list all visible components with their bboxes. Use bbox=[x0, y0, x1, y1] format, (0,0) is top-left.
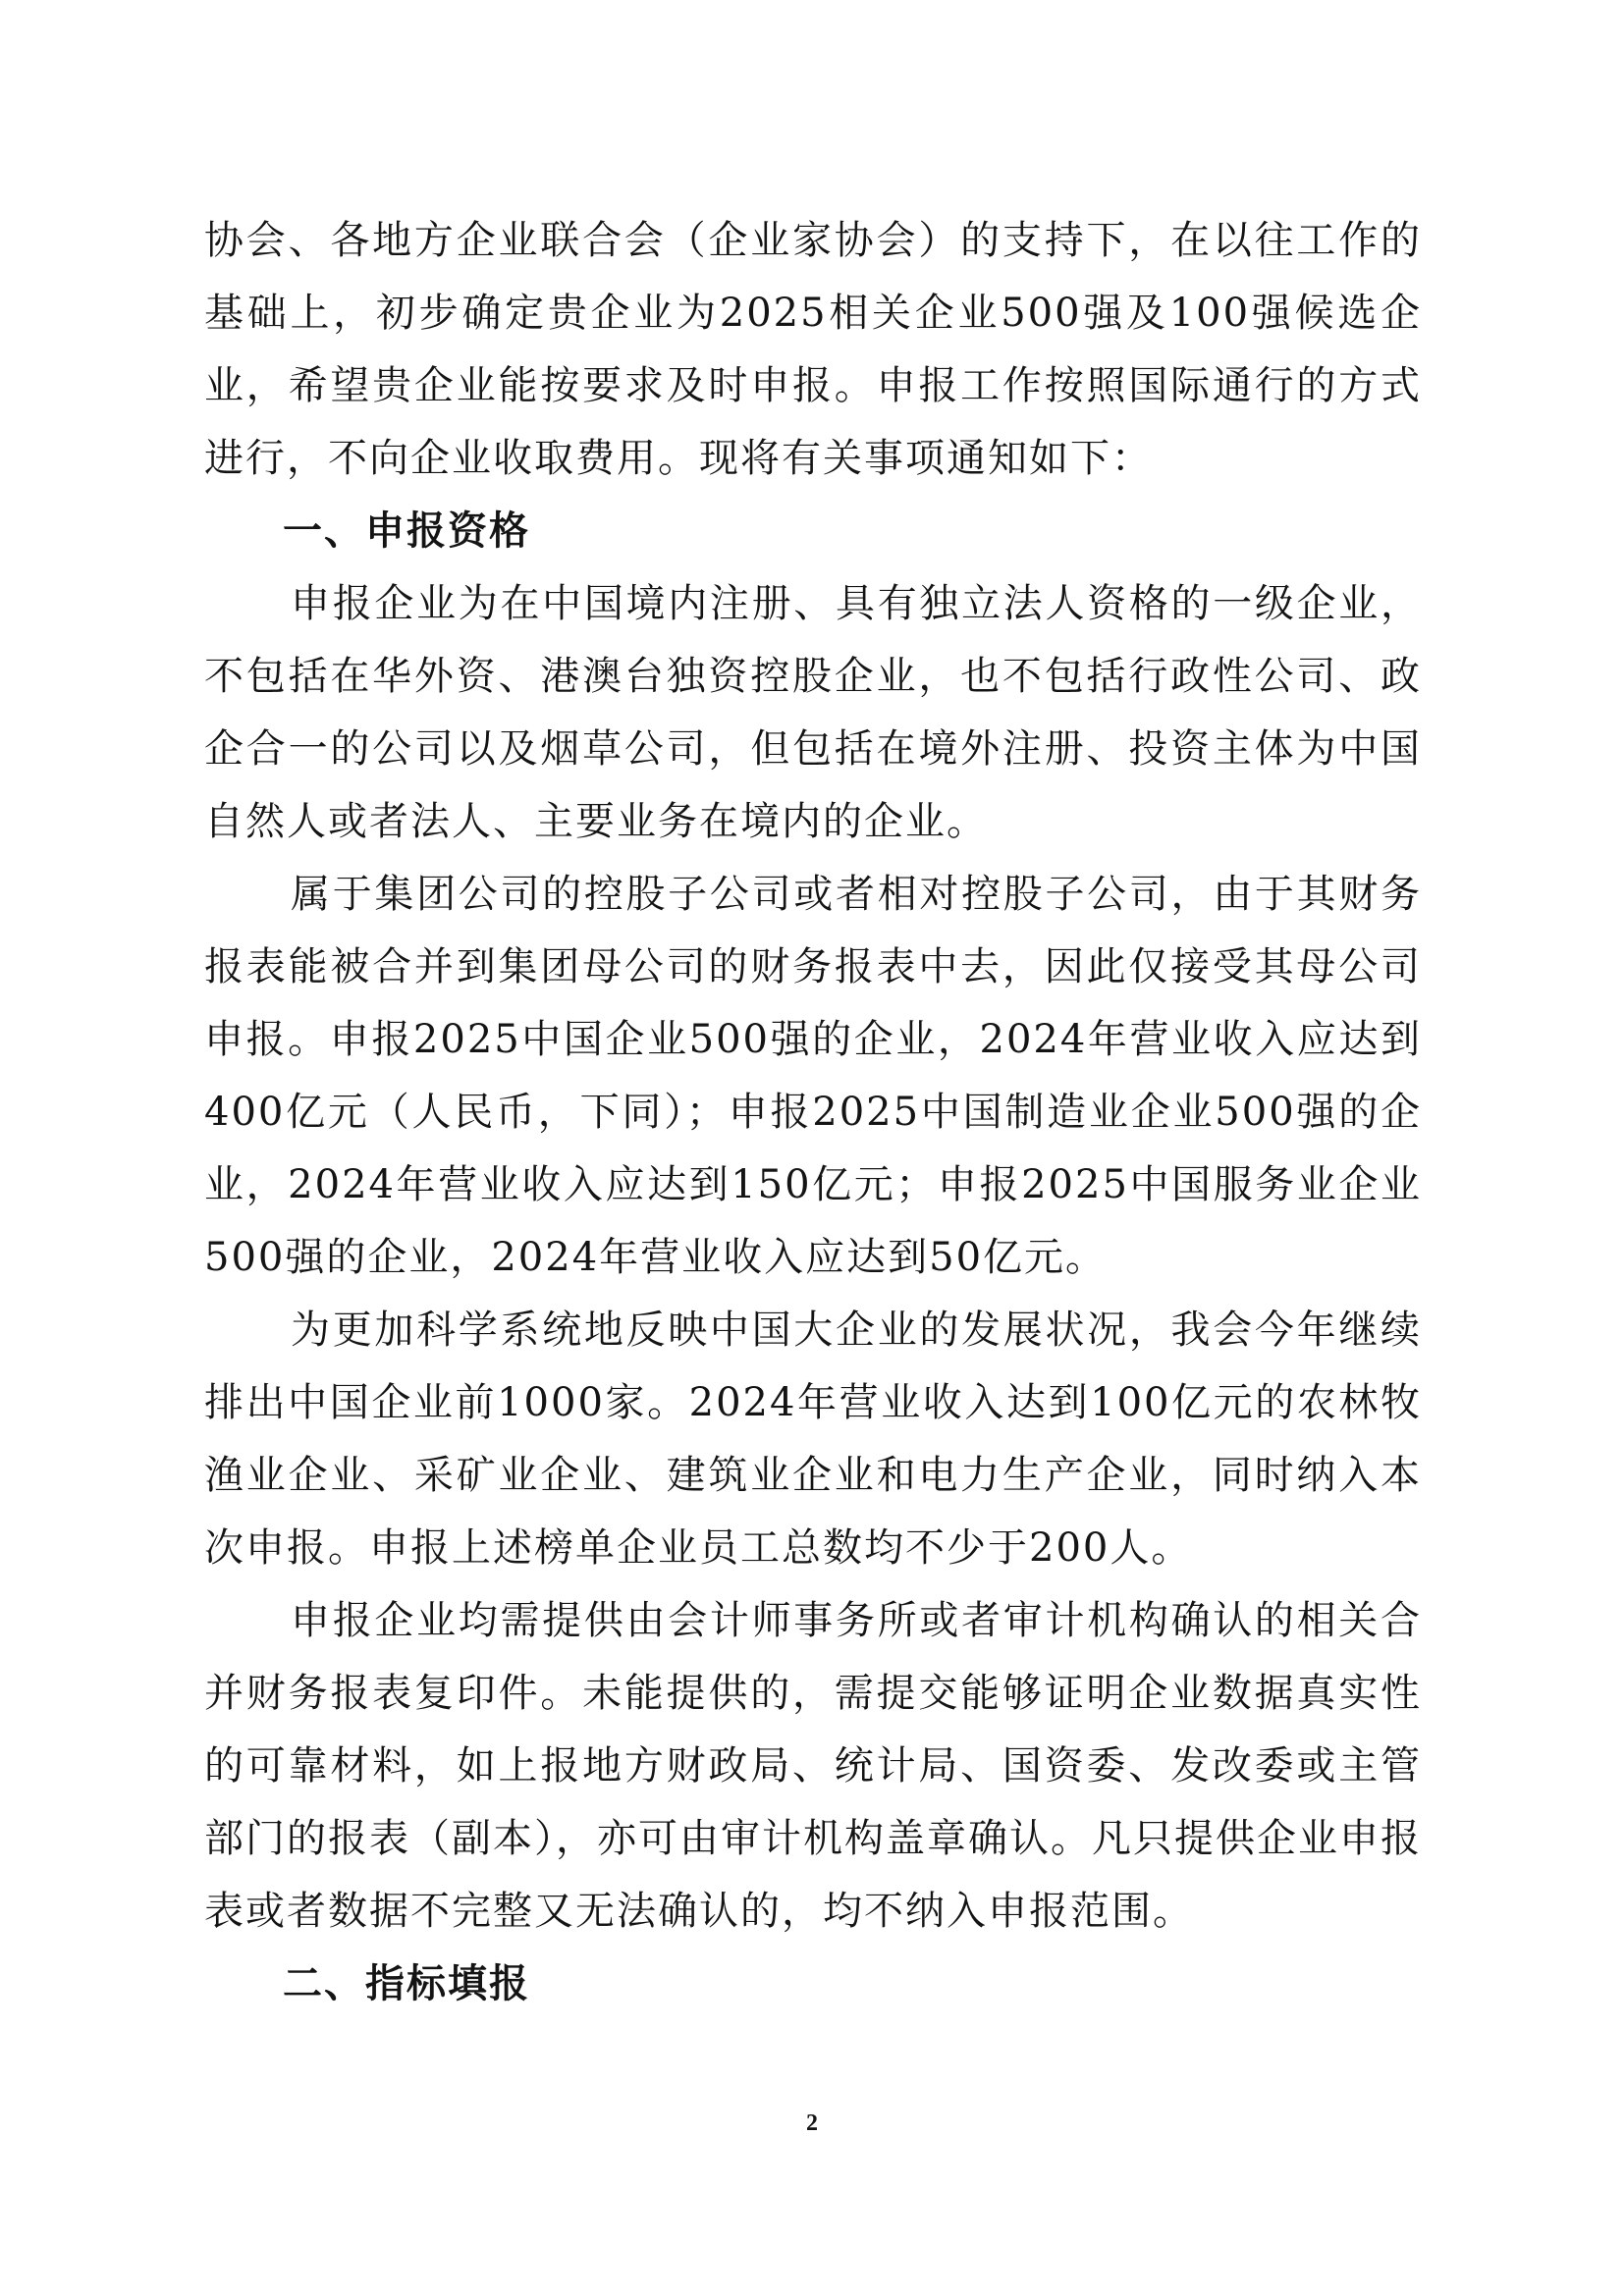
eligibility-paragraph-4: 申报企业均需提供由会计师事务所或者审计机构确认的相关合并财务报表复印件。未能提供的，需提交能够证明企业数据真实性的可靠材料，如上报地方财政局、统计局、国资委、发改委或主管部门的报表（副本），亦可由审计机构盖章确认。凡只提供企业申报表或者数据不完整又无法确认的，均不纳入申报范围。 bbox=[204, 1598, 1422, 1934]
section-heading-indicators: 二、指标填报 bbox=[283, 1961, 530, 2006]
eligibility-paragraph-3: 为更加科学系统地反映中国大企业的发展状况，我会今年继续排出中国企业前1000家。2024年营业收入达到100亿元的农林牧渔业企业、采矿业企业、建筑业企业和电力生产企业，同时纳入本次申报。申报上述榜单企业员工总数均不少于200人。 bbox=[204, 1308, 1422, 1571]
intro-paragraph: 协会、各地方企业联合会（企业家协会）的支持下，在以往工作的基础上，初步确定贵企业为2025相关企业500强及100强候选企业，希望贵企业能按要求及时申报。申报工作按照国际通行的方式进行，不向企业收取费用。现将有关事项通知如下： bbox=[204, 218, 1422, 481]
document-body bbox=[204, 204, 1422, 2020]
page-number: 2 bbox=[806, 2110, 818, 2136]
eligibility-paragraph-2: 属于集团公司的控股子公司或者相对控股子公司，由于其财务报表能被合并到集团母公司的财务报表中去，因此仅接受其母公司申报。申报2025中国企业500强的企业，2024年营业收入应达到400亿元（人民币，下同）；申报2025中国制造业企业500强的企业，2024年营业收入应达到150亿元；申报2025中国服务业企业500强的企业，2024年营业收入应达到50亿元。 bbox=[204, 872, 1422, 1280]
section-heading-eligibility: 一、申报资格 bbox=[283, 508, 530, 554]
eligibility-paragraph-1: 申报企业为在中国境内注册、具有独立法人资格的一级企业，不包括在华外资、港澳台独资控股企业，也不包括行政性公司、政企合一的公司以及烟草公司，但包括在境外注册、投资主体为中国自然人或者法人、主要业务在境内的企业。 bbox=[204, 581, 1422, 844]
